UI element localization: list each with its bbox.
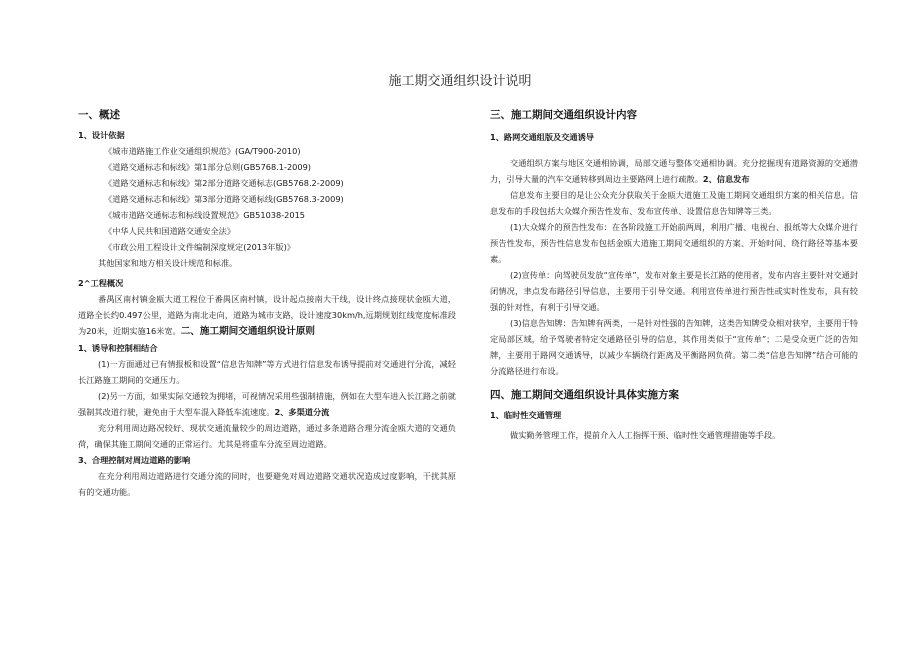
section-2-1-heading: 1、诱导和控制相结合 bbox=[78, 343, 158, 353]
document-title: 施工期交通组织设计说明 bbox=[388, 74, 532, 89]
content-paragraph: (2)宣传单：向驾驶员发放“宣传单”，发布对象主要是长江路的使用者，发布内容主要针对交通封闭情况，聿点发布路径引导信息，主要用于引导交通。利用宣传单进行预告性或实时性发布，具有较强的针对性，有利于引导交通。 bbox=[490, 270, 858, 312]
principle-paragraph: (1)一方面通过已有情报板和设置“信息告知牌”等方式进行信息发布诱导提前对交通进行分流，减轻长江路施工期间的交通压力。 bbox=[78, 359, 456, 385]
section-1-heading: 一、概述 bbox=[78, 109, 120, 121]
section-3-1-heading: 1、路网交通组版及交通诱导 bbox=[490, 132, 594, 142]
section-4-heading: 四、施工期间交通组织设计具体实施方案 bbox=[490, 389, 679, 401]
reference-item: 《道路交通标志和标线》第1部分总则(GB5768.1-2009) bbox=[104, 162, 311, 172]
reference-item: 《城市道路交通标志和标线设置规范》GB51038-2015 bbox=[104, 210, 305, 220]
reference-item: 《市政公用工程设计文件编制深度规定(2013年版)》 bbox=[104, 242, 295, 252]
content-paragraph: 信息发布主要目的是让公众充分获取关于金瓯大道施工及施工期间交通组织方案的相关信息。信息发布的手段包括大众媒介预告性发布、发布宣传单、设置信息告知牌等三类。 bbox=[490, 190, 858, 216]
content-paragraph: 做实勤务管理工作，提前介入人工指挥干预、临时性交通管理措施等手段。 bbox=[510, 430, 781, 440]
section-2-heading: 二、施工期间交通组织设计原则 bbox=[180, 326, 316, 337]
right-column bbox=[490, 103, 858, 443]
section-3-2-heading: 2、信息发布 bbox=[702, 174, 750, 184]
section-2-3-heading: 3、合理控制对周边道路的影响 bbox=[78, 455, 191, 465]
section-1-1-heading: 1、设计依据 bbox=[78, 130, 125, 140]
content-paragraph: (1)大众媒介的预告性发布：在各阶段施工开始前两周，利用广播、电视台、报纸等大众媒介进行预告性发布，预告性信息发布包括金瓯大道施工期间交通组织的方案、开始时间、绕行路径等基本要素。 bbox=[490, 222, 858, 264]
section-4-1-heading: 1、临时性交通管理 bbox=[490, 410, 562, 420]
content-paragraph: 交通组织方案与地区交通相协调，局部交通与整体交通相协调。充分挖掘现有道路资源的交通潜力，引导大量的汽车交通转移到周边主要路网上进行疏散。2、信息发布 bbox=[490, 158, 858, 184]
section-1-2-heading: 2^工程概况 bbox=[78, 278, 124, 288]
principle-paragraph: 充分利用周边路况较好、现状交通流量较少的周边道路，通过多条道路合理分流金瓯大道的交通负荷，确保其施工期间交通的正常运行。尤其是将重车分流至周边道路。 bbox=[78, 423, 456, 449]
reference-item: 《城市道路施工作业交通组织规范》(GA/T900-2010) bbox=[104, 146, 301, 156]
content-paragraph: (3)信息告知牌：告知牌有两类，一是针对性强的告知牌，这类告知牌受众相对狭窄，主要用于特定局部区域，给予驾驶者特定交通路径引导的信息，其作用类似于“宣传单”；二是受众更广泛的告知牌，主要用于路网交通诱导，以减少车辆绕行距离及平衡路网负荷。第二类“信息告知牌”结合可能的分流路径进行布设。 bbox=[490, 318, 858, 376]
reference-item: 《道路交通标志和标线》第3部分道路交通标线(GB5768.3-2009) bbox=[104, 194, 344, 204]
reference-item: 《中华人民共和国道路交通安全法》 bbox=[104, 226, 236, 236]
principle-paragraph: (2)另一方面，如果实际交通较为拥堵，可视情况采用些强制措施，例如在大型车进入长江路之前就强制其改道行驶，避免由于大型车混入降低车流速度。2、多渠道分流 bbox=[78, 391, 456, 417]
reference-item: 其他国家和地方相关设计规范和标准。 bbox=[98, 258, 238, 268]
section-2-2-heading: 2、多渠道分流 bbox=[274, 407, 330, 417]
section-3-heading: 三、施工期间交通组织设计内容 bbox=[490, 109, 637, 121]
reference-item: 《道路交通标志和标线》第2部分道路交通标志(GB5768.2-2009) bbox=[104, 178, 344, 188]
overview-paragraph: 番禺区南村镇金瓯大道工程位于番禺区南村镇，设计起点接南大干线，设计终点接现状金瓯大道，道路全长约0.497公里，道路为南北走向，道路为城市支路，设计速度30km/h,远期规划红线宽度标准段为20米，近期实施16米宽。二、施工期间交通组织设计原则 bbox=[78, 294, 456, 337]
left-column bbox=[78, 103, 456, 500]
principle-paragraph: 在充分利用周边道路进行交通分流的同时，也要避免对周边道路交通状况造成过度影响，干扰其原有的交通功能。 bbox=[78, 471, 456, 497]
